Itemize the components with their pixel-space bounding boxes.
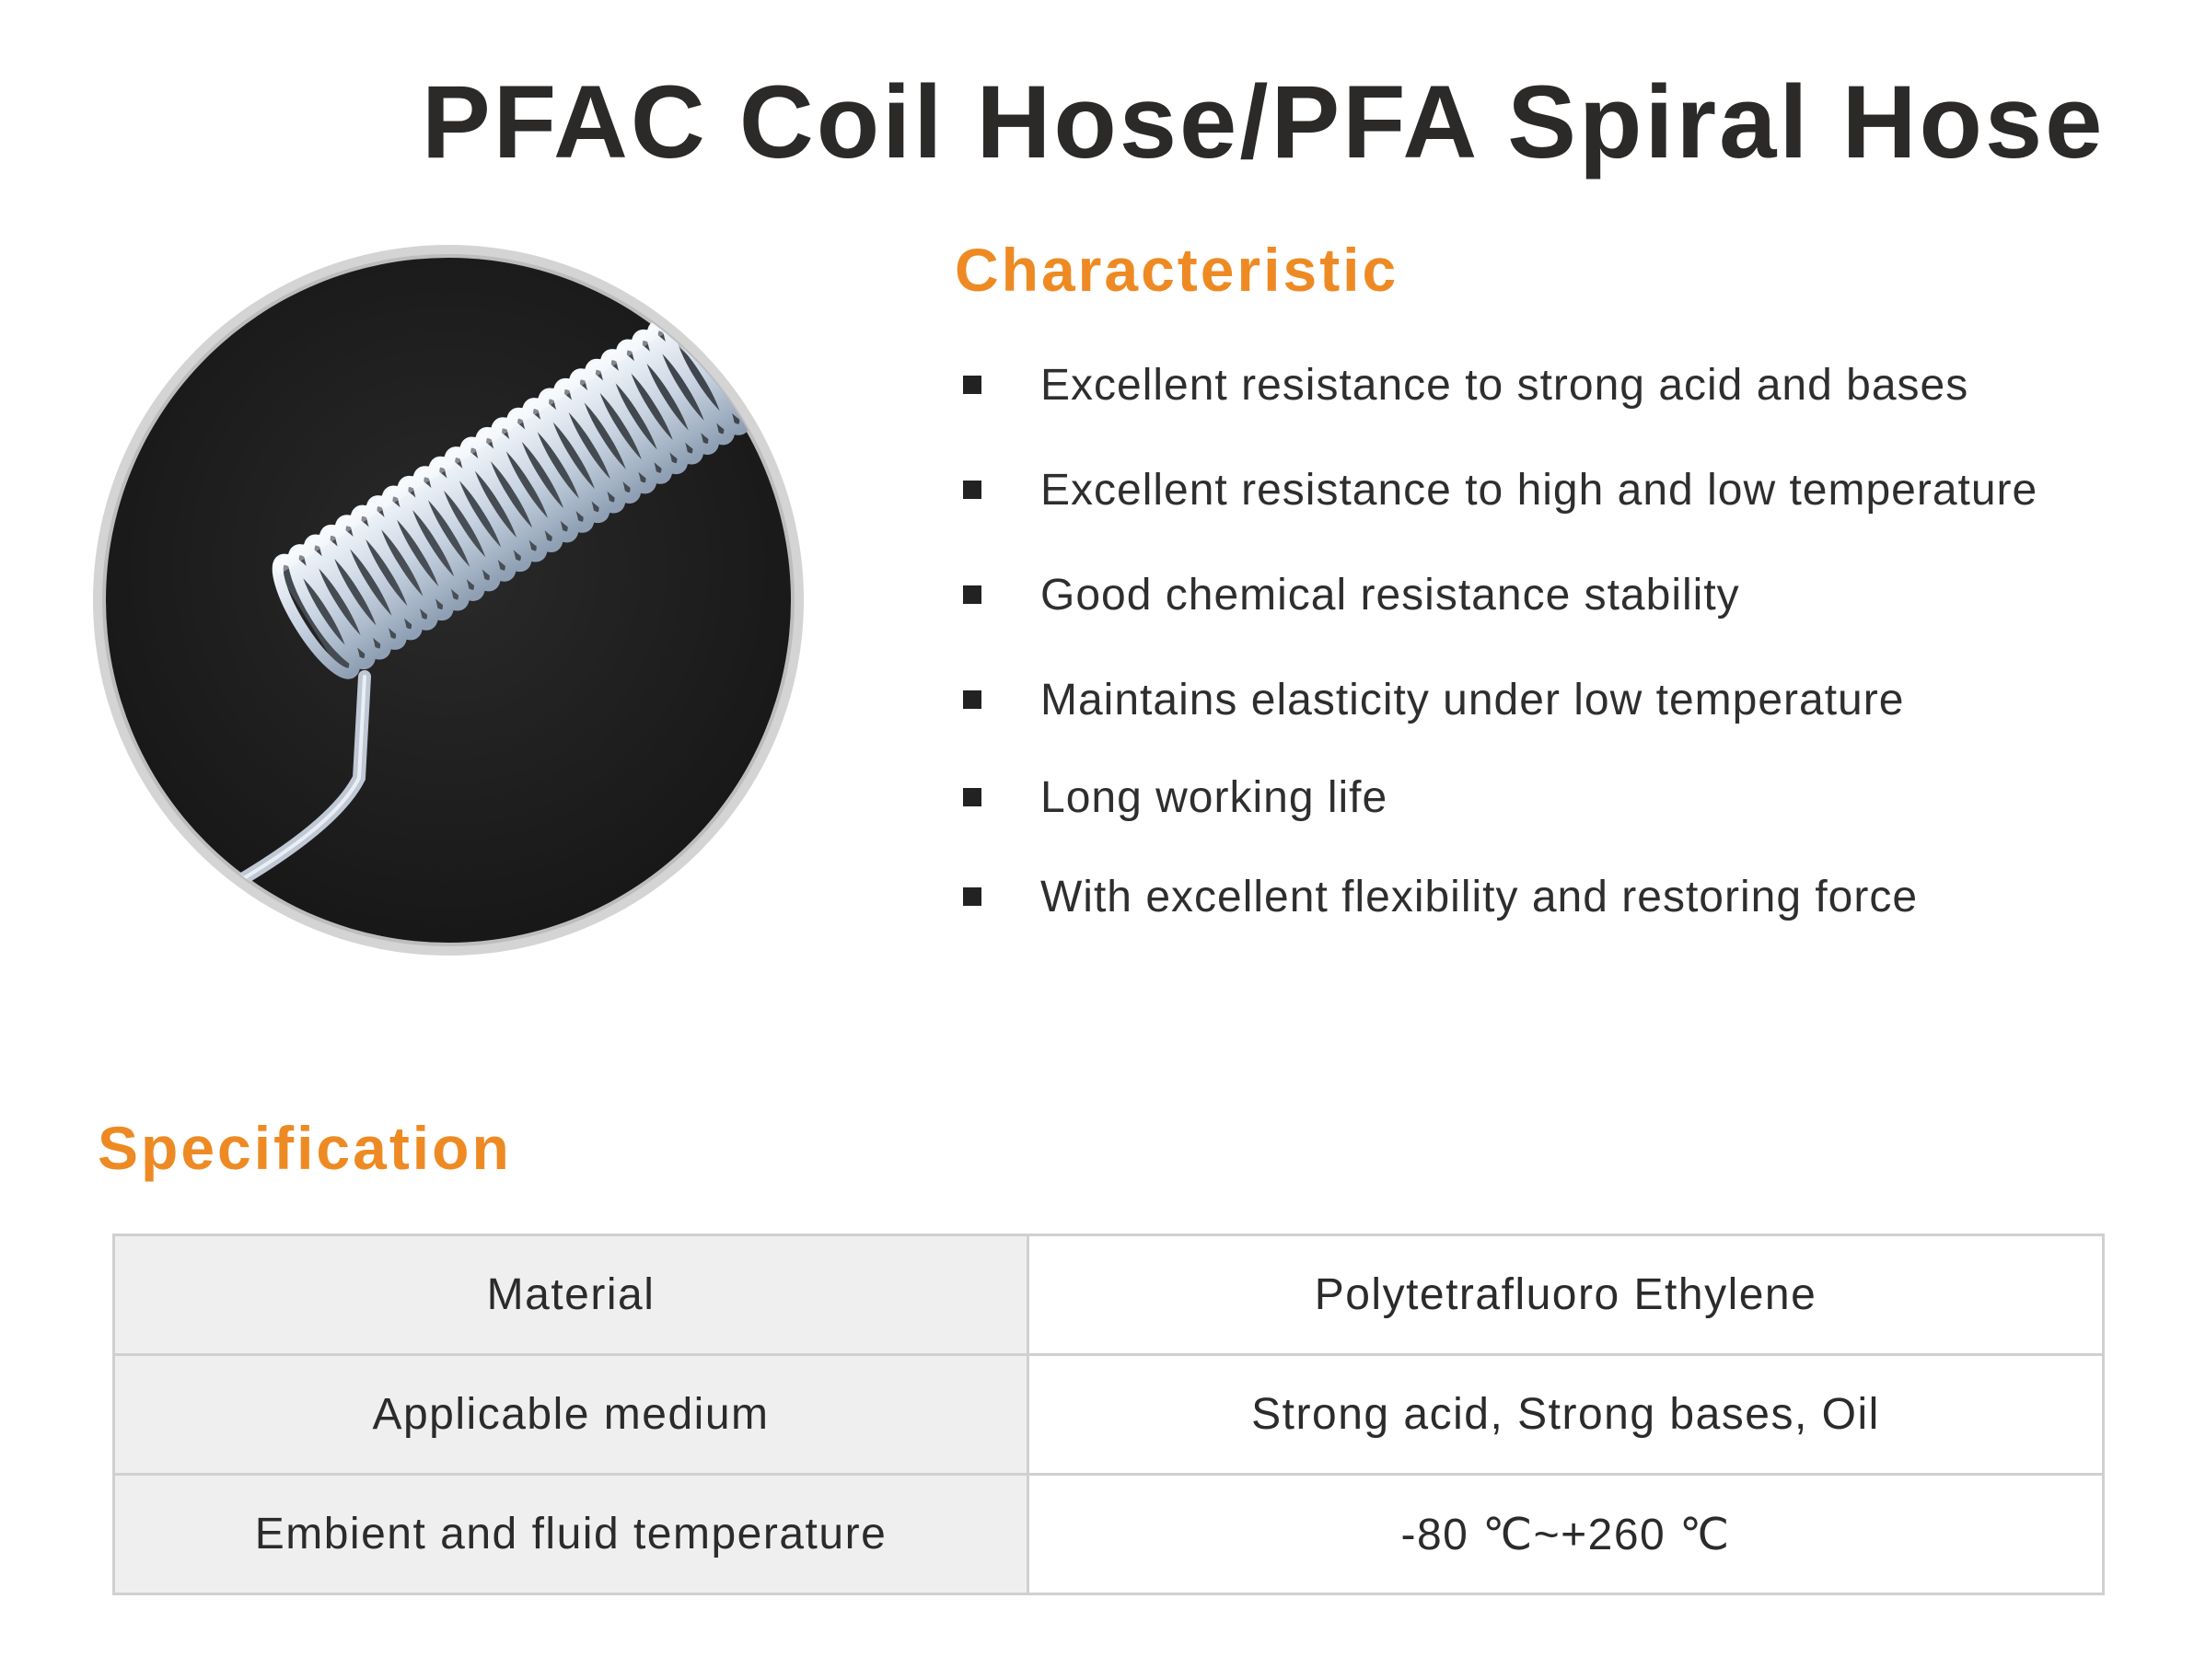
table-row bbox=[114, 1475, 2104, 1594]
characteristic-text: Maintains elasticity under low temperature bbox=[1040, 675, 1905, 724]
specification-table bbox=[112, 1234, 2105, 1595]
page-title: PFAC Coil Hose/PFA Spiral Hose bbox=[422, 64, 2106, 180]
square-bullet-icon bbox=[963, 887, 981, 906]
coil-hose-photo bbox=[92, 244, 805, 956]
characteristic-text: Excellent resistance to high and low temperature bbox=[1040, 465, 2038, 515]
spec-label-material: Material bbox=[114, 1235, 1028, 1355]
spec-value-temperature: -80 ℃~+260 ℃ bbox=[1028, 1475, 2104, 1594]
characteristic-text: With excellent flexibility and restoring force bbox=[1040, 872, 1919, 921]
specification-heading: Specification bbox=[98, 1114, 512, 1182]
table-row bbox=[114, 1355, 2104, 1475]
spec-value-medium: Strong acid, Strong bases, Oil bbox=[1028, 1355, 2104, 1475]
spec-label-temperature: Embient and fluid temperature bbox=[114, 1475, 1028, 1594]
table-row bbox=[114, 1235, 2104, 1355]
characteristic-item bbox=[958, 770, 2173, 825]
coil-hose-illustration bbox=[92, 244, 805, 956]
square-bullet-icon bbox=[963, 376, 981, 394]
square-bullet-icon bbox=[963, 585, 981, 604]
square-bullet-icon bbox=[963, 788, 981, 806]
spec-value-material: Polytetrafluoro Ethylene bbox=[1028, 1235, 2104, 1355]
characteristic-text: Good chemical resistance stability bbox=[1040, 570, 1740, 620]
characteristic-item bbox=[958, 357, 2173, 412]
characteristic-text: Excellent resistance to strong acid and bases bbox=[1040, 360, 1969, 410]
characteristic-text: Long working life bbox=[1040, 772, 1388, 822]
square-bullet-icon bbox=[963, 690, 981, 709]
characteristic-item bbox=[958, 462, 2173, 517]
characteristic-item bbox=[958, 672, 2173, 727]
square-bullet-icon bbox=[963, 481, 981, 499]
characteristic-item bbox=[958, 869, 2173, 924]
characteristic-item bbox=[958, 567, 2173, 622]
spec-label-medium: Applicable medium bbox=[114, 1355, 1028, 1475]
characteristic-heading: Characteristic bbox=[955, 236, 1399, 304]
